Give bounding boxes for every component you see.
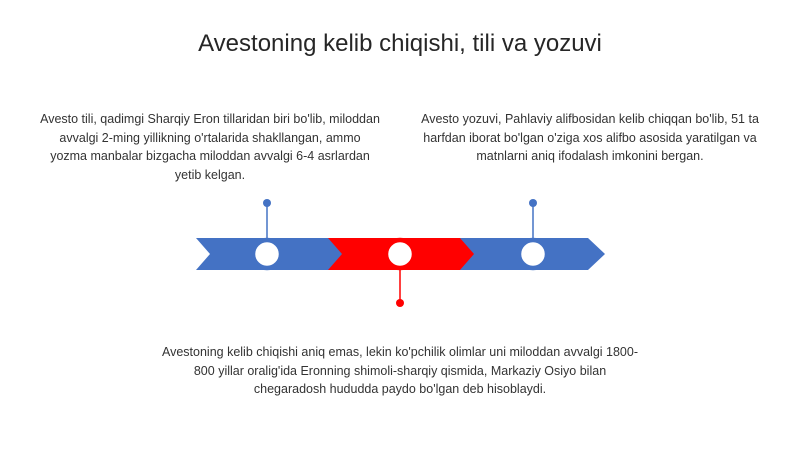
timeline-marker-3 xyxy=(519,240,547,268)
timeline-connector-dot-3 xyxy=(529,199,537,207)
timeline-marker-1 xyxy=(253,240,281,268)
timeline-event-2-text: Avestoning kelib chiqishi aniq emas, lekin ko'pchilik olimlar uni miloddan avvalgi 1800-800 yillar oralig'ida Eronning shimoli-sharqiy qismida, Markaziy Osiyo bilan chegaradosh hududda paydo bo'lgan deb hisoblaydi. xyxy=(161,345,639,396)
timeline-event-1-text: Avesto tili, qadimgi Sharqiy Eron tillaridan biri bo'lib, miloddan avvalgi 2-ming yillikning o'rtalarida shakllangan, ammo yozma manbalar bizgacha miloddan avvalgi 6-4 asrlardan yetib kelgan. xyxy=(40,112,380,182)
timeline-marker-2 xyxy=(386,240,414,268)
timeline-connector-dot-1 xyxy=(263,199,271,207)
timeline-event-3-text: Avesto yozuvi, Pahlaviy alifbosidan kelib chiqqan bo'lib, 51 ta harfdan iborat bo'lgan o'ziga xos alifbo asosida yaratilgan va matnlarni aniq ifodalash imkonini bergan. xyxy=(421,112,759,163)
timeline-connector-dot-2 xyxy=(396,299,404,307)
slide-title: Avestoning kelib chiqishi, tili va yozuvi xyxy=(198,30,602,57)
